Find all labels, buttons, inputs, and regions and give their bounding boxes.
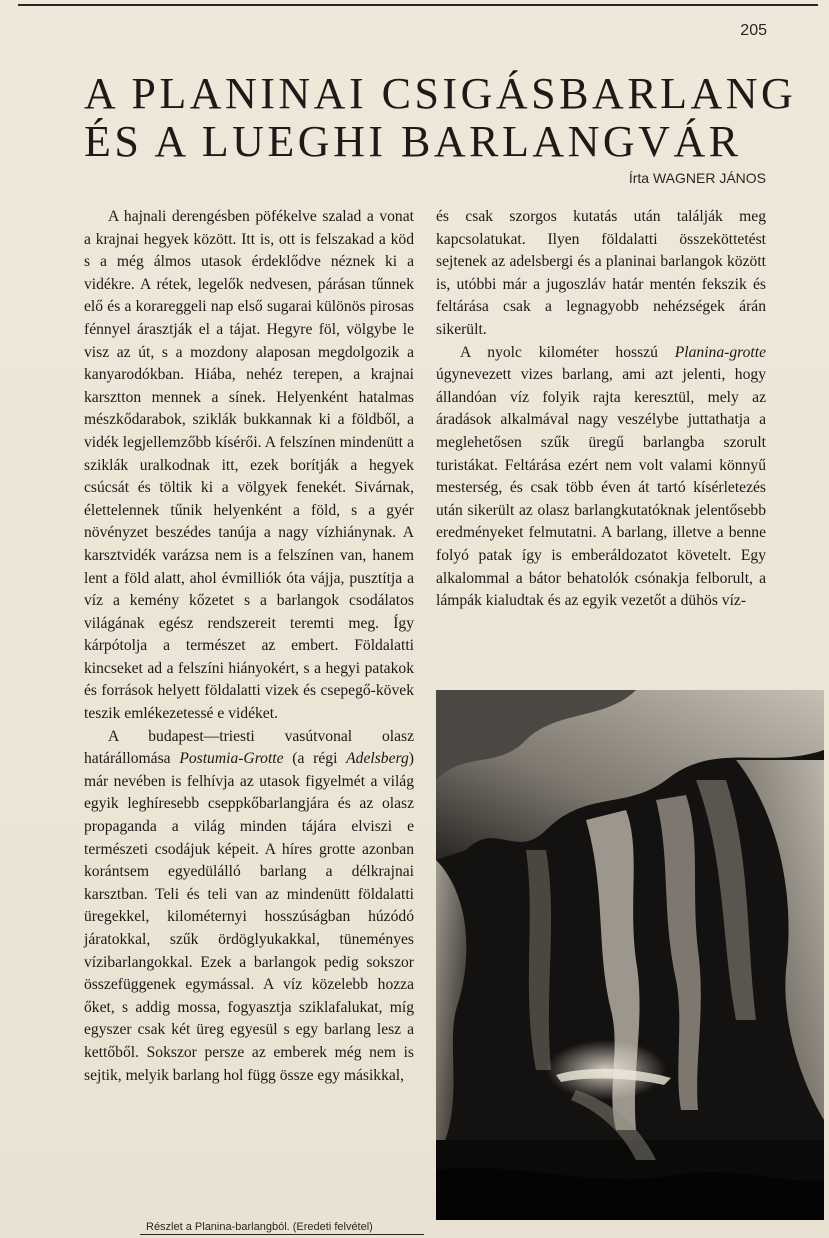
byline: Írta WAGNER JÁNOS	[628, 170, 766, 186]
paragraph: A hajnali derengésben pöfékelve szalad a vonat a krajnai hegyek között. Itt is, ott is felszakad a köd s a még álmos utasok érdeklődve néznek ki a vidékre. A rétek, legelők nedvesen, párásan tűnnek elő és a korareggeli nap első sugarai különös pirosas fénnyel árasztják el a tájat. Hegyre föl, völgybe le visz az út, s a mozdony alaposan megdolgozik a kanyarodókban. Hiába, nehéz terepen, a krajnai karsztton mennek a sínek. Helyenként hatalmas mészkődarabok, sziklák bukkannak ki a földből, a vidék legjellemzőbb kísérői. A felszínen mindenütt a sziklák uralkodnak itt, ezek borítják a hegyek csúcsát és töltik ki a völgyek fenekét. Sivárnak, élettelennek tűnik helyenként a föld, s a gyér növényzet beszédes tanúja a nagy vízhiánynak. A karsztvidék varázsa nem is a felszínen van, hanem lent a föld alatt, ahol évmilliók óta vájja, pusztítja a víz a kemény kőzetet s a barlangok csodálatos világának egész rendszereit teremti meg. Így kárpótolja a természet az embert. Földalatti kincseket ad a felszíni hiányokért, s a hegyi patakok és források helyett földalatti vizek és csepegő-kövek teszik emlékezetessé e vidéket.	[84, 208, 414, 723]
article-title	[84, 69, 797, 166]
caption-rule	[140, 1234, 424, 1235]
photo-caption: Részlet a Planina-barlangból. (Eredeti felvétel)	[146, 1221, 373, 1233]
cave-photograph-illustration	[436, 690, 824, 1220]
italic-place-name: Planina-grotte	[674, 343, 766, 361]
italic-place-name: Postumia-Grotte	[179, 750, 284, 768]
italic-place-name: Adelsberg	[346, 750, 409, 768]
page-number: 205	[740, 22, 767, 39]
cave-photograph	[436, 690, 824, 1220]
title-line-2: ÉS A LUEGHI BARLANGVÁR	[84, 117, 742, 166]
right-column	[436, 206, 766, 613]
title-line-1: A PLANINAI CSIGÁSBARLANG	[84, 69, 797, 118]
left-column	[84, 206, 414, 1087]
paragraph: A nyolc kilométer hosszú Planina-grotte úgynevezett vizes barlang, ami azt jelenti, hogy állandóan víz folyik rajta keresztül, mely az áradások alkalmával nagy veszélybe juttathatja a meglehetősen szűk üregű barlangba szorult turistákat. Feltárása ezért nem volt valami könnyű mesterség, és csak több éven át tartó kísérletezés után sikerült az olasz barlangkutatóknak jelentősebb eredményeket felmutatni. A barlang, illetve a benne folyó patak így is emberáldozatot követelt. Egy alkalommal a bátor behatolók csónakja felborult, a lámpák kialudtak és az egyik vezetőt a dühös víz-	[436, 343, 766, 610]
paragraph: és csak szorgos kutatás után találják meg kapcsolatukat. Ilyen földalatti összeköttetést sejtenek az adelsbergi és a planinai barlangok között is, utóbbi már a jugoszláv határ mentén fekszik és feltárása csak a legnagyobb nehézségek árán sikerült.	[436, 208, 766, 338]
top-rule	[18, 4, 818, 6]
paragraph: A budapest—triesti vasútvonal olasz határállomása Postumia-Grotte (a régi Adelsberg) már nevében is felhívja az utasok figyelmét a világ egyik leghíresebb cseppkőbarlangjára és az olasz propaganda a világ minden tájára elviszi e természeti csodájuk képeit. A híres grotte azonban korántsem egyedülálló barlang a délkrajnai karsztban. Teli és teli van az mindenütt földalatti üregekkel, kilométernyi hosszúságban húzódó járatokkal, szűk ördöglyukakkal, tüneményes vízibarlangokkal. Ezek a barlangok pedig sokszor összefüggenek egymással. A víz közelebb hozza őket, s addig mossa, fogyasztja sziklafalukat, míg egyszer csak két üreg egyesül s egy barlang lesz a kettőből. Sokszor persze az emberek még nem is sejtik, melyik barlang hol függ össze egy másikkal,	[84, 727, 414, 1084]
